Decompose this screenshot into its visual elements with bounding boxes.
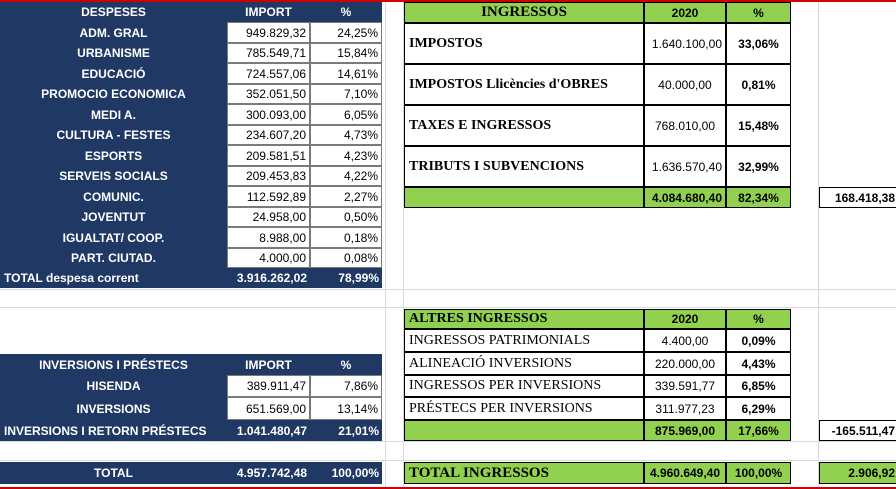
despeses-row-label: SERVEIS SOCIALS xyxy=(0,166,227,186)
despeses-row-pct: 4,22% xyxy=(310,166,382,186)
despeses-total-label: TOTAL despesa corrent xyxy=(0,268,227,288)
ingressos-header-pct: % xyxy=(726,2,791,23)
inversions-row-import: 389.911,47 xyxy=(227,375,310,397)
despeses-row-pct: 0,18% xyxy=(310,227,382,248)
despeses-row-pct: 2,27% xyxy=(310,186,382,207)
despeses-row-pct: 6,05% xyxy=(310,104,382,125)
despeses-row-pct: 0,08% xyxy=(310,248,382,268)
despeses-row-label: URBANISME xyxy=(0,43,227,63)
inversions-total-label: INVERSIONS I RETORN PRÉSTECS xyxy=(0,420,227,441)
ingressos-header-label: INGRESSOS xyxy=(404,2,644,23)
ingressos-row-pct: 0,81% xyxy=(726,64,791,105)
total-ingressos-pct: 100,00% xyxy=(726,462,791,484)
total-label: TOTAL xyxy=(0,462,227,484)
ingressos-total-pct: 82,34% xyxy=(726,187,791,208)
altres-total-value: 875.969,00 xyxy=(644,420,726,441)
despeses-row-label: ADM. GRAL xyxy=(0,22,227,43)
ingressos-total-value: 4.084.680,40 xyxy=(644,187,726,208)
altres-header-label: ALTRES INGRESSOS xyxy=(404,309,644,329)
despeses-header-pct: % xyxy=(310,2,382,22)
ingressos-row-pct: 15,48% xyxy=(726,105,791,146)
ingressos-row-label: TRIBUTS I SUBVENCIONS xyxy=(404,146,644,187)
total-ingressos-side: 2.906,92 xyxy=(819,462,896,484)
altres-row-value: 311.977,23 xyxy=(644,397,726,420)
ingressos-row-value: 1.636.570,40 xyxy=(644,146,726,187)
inversions-row-import: 651.569,00 xyxy=(227,397,310,420)
despeses-row-pct: 15,84% xyxy=(310,43,382,63)
altres-row-value: 4.400,00 xyxy=(644,329,726,352)
inversions-row-label: HISENDA xyxy=(0,375,227,397)
despeses-row-label: EDUCACIÓ xyxy=(0,63,227,84)
despeses-row-import: 234.607,20 xyxy=(227,125,310,145)
ingressos-side-value: 168.418,38 xyxy=(819,187,896,208)
altres-row-pct: 0,09% xyxy=(726,329,791,352)
inversions-total-pct: 21,01% xyxy=(310,420,382,441)
ingressos-row-value: 40.000,00 xyxy=(644,64,726,105)
despeses-row-label: CULTURA - FESTES xyxy=(0,125,227,145)
despeses-total-import: 3.916.262,02 xyxy=(227,268,310,288)
altres-header-year: 2020 xyxy=(644,309,726,329)
despeses-row-label: JOVENTUT xyxy=(0,207,227,227)
inversions-header-pct: % xyxy=(310,354,382,375)
despeses-row-pct: 24,25% xyxy=(310,22,382,43)
altres-row-label: PRÉSTECS PER INVERSIONS xyxy=(404,397,644,420)
despeses-header-import: IMPORT xyxy=(227,2,310,22)
altres-side-value: -165.511,47 xyxy=(819,420,896,441)
despeses-row-label: ESPORTS xyxy=(0,145,227,166)
altres-row-value: 220.000,00 xyxy=(644,352,726,375)
despeses-row-import: 300.093,00 xyxy=(227,104,310,125)
despeses-row-label: PART. CIUTAD. xyxy=(0,248,227,268)
ingressos-row-label: IMPOSTOS xyxy=(404,23,644,64)
altres-row-pct: 6,29% xyxy=(726,397,791,420)
ingressos-row-value: 1.640.100,00 xyxy=(644,23,726,64)
altres-row-value: 339.591,77 xyxy=(644,375,726,397)
despeses-row-import: 8.988,00 xyxy=(227,227,310,248)
ingressos-row-pct: 32,99% xyxy=(726,146,791,187)
despeses-row-label: IGUALTAT/ COOP. xyxy=(0,227,227,248)
despeses-row-import: 24.958,00 xyxy=(227,207,310,227)
altres-header-pct: % xyxy=(726,309,791,329)
altres-row-label: INGRESSOS PATRIMONIALS xyxy=(404,329,644,352)
altres-row-pct: 4,43% xyxy=(726,352,791,375)
despeses-row-import: 112.592,89 xyxy=(227,186,310,207)
despeses-total-pct: 78,99% xyxy=(310,268,382,288)
despeses-row-import: 352.051,50 xyxy=(227,84,310,104)
total-ingressos-label: TOTAL INGRESSOS xyxy=(404,462,644,484)
despeses-row-label: MEDI A. xyxy=(0,104,227,125)
despeses-row-pct: 14,61% xyxy=(310,63,382,84)
despeses-row-pct: 0,50% xyxy=(310,207,382,227)
inversions-row-pct: 7,86% xyxy=(310,375,382,397)
altres-total-pct: 17,66% xyxy=(726,420,791,441)
despeses-row-import: 209.581,51 xyxy=(227,145,310,166)
despeses-row-import: 949.829,32 xyxy=(227,22,310,43)
ingressos-row-value: 768.010,00 xyxy=(644,105,726,146)
despeses-row-label: COMUNIC. xyxy=(0,186,227,207)
despeses-row-pct: 7,10% xyxy=(310,84,382,104)
inversions-header-import: IMPORT xyxy=(227,354,310,375)
despeses-row-import: 4.000,00 xyxy=(227,248,310,268)
altres-row-label: INGRESSOS PER INVERSIONS xyxy=(404,375,644,397)
despeses-row-import: 785.549,71 xyxy=(227,43,310,63)
altres-total-blank xyxy=(404,420,644,441)
despeses-row-pct: 4,73% xyxy=(310,125,382,145)
despeses-row-import: 724.557,06 xyxy=(227,63,310,84)
despeses-row-import: 209.453,83 xyxy=(227,166,310,186)
ingressos-row-pct: 33,06% xyxy=(726,23,791,64)
despeses-row-pct: 4,23% xyxy=(310,145,382,166)
ingressos-total-blank xyxy=(404,187,644,208)
total-import: 4.957.742,48 xyxy=(227,462,310,484)
ingressos-row-label: TAXES E INGRESSOS xyxy=(404,105,644,146)
inversions-row-pct: 13,14% xyxy=(310,397,382,420)
inversions-total-import: 1.041.480,47 xyxy=(227,420,310,441)
ingressos-header-year: 2020 xyxy=(644,2,726,23)
despeses-header-label: DESPESES xyxy=(0,2,227,22)
total-ingressos-value: 4.960.649,40 xyxy=(644,462,726,484)
inversions-row-label: INVERSIONS xyxy=(0,397,227,420)
ingressos-row-label: IMPOSTOS Llicències d'OBRES xyxy=(404,64,644,105)
total-pct: 100,00% xyxy=(310,462,382,484)
despeses-row-label: PROMOCIO ECONOMICA xyxy=(0,84,227,104)
altres-row-label: ALINEACIÓ INVERSIONS xyxy=(404,352,644,375)
altres-row-pct: 6,85% xyxy=(726,375,791,397)
inversions-header-label: INVERSIONS I PRÉSTECS xyxy=(0,354,227,375)
